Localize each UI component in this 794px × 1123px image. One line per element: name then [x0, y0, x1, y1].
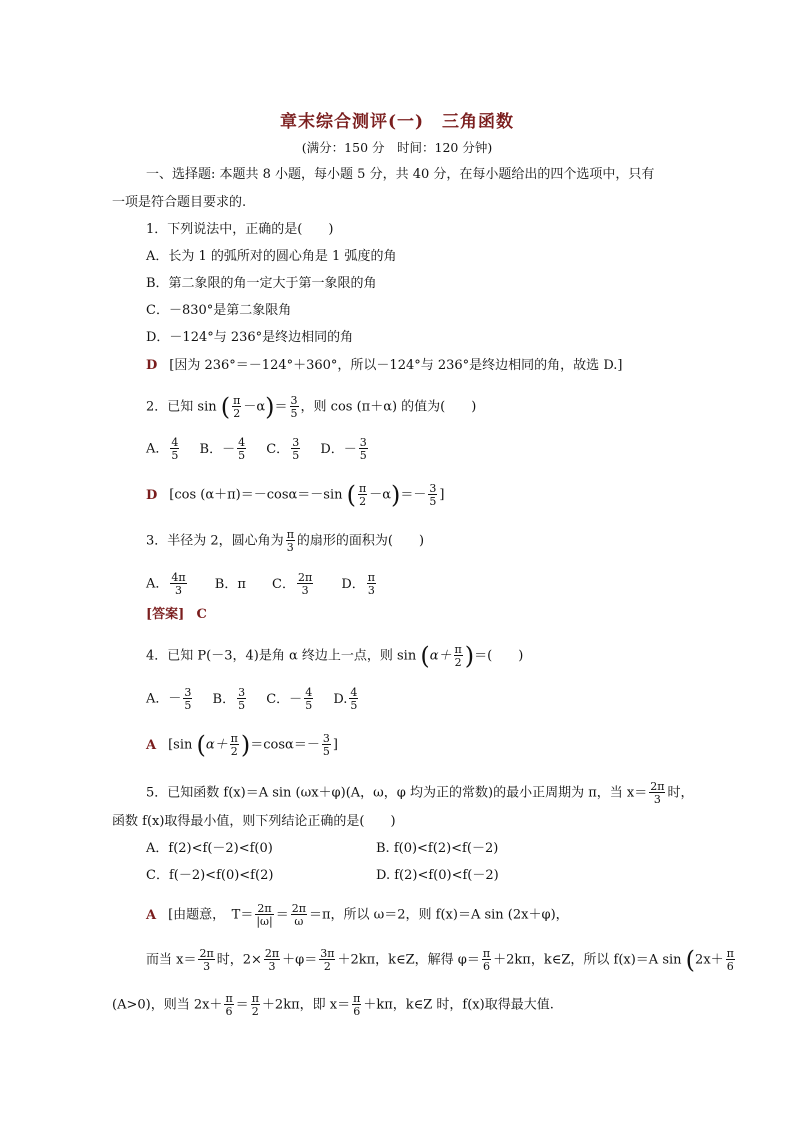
q2-stem: 2．已知 sin ( $\frac{\pi}{2}$ －α)＝ $\frac{3}{5}$ ，则 cos (π＋α) 的值为( ): [146, 393, 477, 421]
q3-options: A． $\frac{4\pi}{3}$ B．π C． $\frac{2\pi}{3}$ D． $\frac{\pi}{3}$: [146, 571, 376, 597]
q5-option-a: A．f(2)<f(－2)<f(0): [146, 841, 273, 856]
q5-option-d: D. f(2)<f(0)<f(－2): [376, 868, 499, 883]
fraction-denominator: 5: [305, 699, 313, 712]
fraction-numerator: π: [482, 947, 491, 960]
fraction-denominator: 6: [726, 960, 734, 973]
q5-answer: A: [146, 907, 157, 923]
q4-stem: 4．已知 P(－3，4)是角 α 终边上一点，则 sin (α＋ $\frac{\pi}{2}$ )＝( ): [146, 642, 524, 670]
fraction-numerator: 4: [305, 686, 313, 699]
fraction-numerator: π: [251, 992, 259, 1005]
fraction-denominator: ω: [291, 914, 307, 927]
page-title: 章末综合测评(一) 三角函数: [279, 112, 515, 132]
q5-explain-2: 而当 x＝ $\frac{2\pi}{3}$ 时，2× $\frac{2\pi}{3}$ ＋φ＝ $\frac{3\pi}{2}$ ＋2kπ，k∈Z，解得 φ＝ $\frac{\pi}{6}$ ＋2kπ，k∈Z，所以 f(x)＝A sin (2x＋ $\frac{\pi}{6}$: [146, 946, 734, 974]
fraction-denominator: 2: [251, 1005, 259, 1018]
fraction-numerator: 3: [184, 686, 192, 699]
fraction-denominator: 2: [233, 407, 241, 420]
fraction-denominator: 5: [290, 407, 298, 420]
paren-left: (: [220, 393, 231, 421]
q3-answer: C: [196, 607, 207, 622]
fraction-numerator: 2π: [257, 902, 272, 915]
fraction-denominator: 3: [286, 541, 294, 554]
q2-options: A． $\frac{4}{5}$ B．－ $\frac{4}{5}$ C． $\frac{3}{5}$ D．－ $\frac{3}{5}$: [146, 436, 367, 462]
q1-option-c: C．－830°是第二象限角: [146, 303, 292, 318]
fraction-denominator: 3: [367, 584, 375, 597]
q2-answer: D: [146, 487, 158, 503]
fraction-numerator: π: [230, 732, 238, 745]
fraction-numerator: π: [353, 992, 361, 1005]
q5-option-c: C．f(－2)<f(0)<f(2): [146, 868, 274, 883]
paren-right: ): [265, 393, 275, 421]
fraction-denominator: 6: [353, 1005, 361, 1018]
section-intro-2: 一项是符合题目要求的.: [112, 195, 247, 210]
fraction-numerator: π: [225, 992, 233, 1005]
frac-3-5: [290, 395, 299, 419]
fraction-numerator: 2π: [264, 947, 280, 960]
q3-stem: 3．半径为 2，圆心角为 $\frac{\pi}{3}$ 的扇形的面积为( ): [146, 528, 425, 554]
q1-option-a: A．长为 1 的弧所对的圆心角是 1 弧度的角: [146, 249, 397, 264]
q1-option-d: D．－124°与 236°是终边相同的角: [146, 330, 354, 345]
fraction-denominator: 3: [198, 959, 214, 972]
fraction-denominator: 5: [359, 449, 367, 462]
fraction-denominator: 3: [297, 583, 313, 596]
fraction-denominator: 5: [292, 449, 300, 462]
fraction-denominator: |ω|: [256, 915, 273, 928]
fraction-denominator: 2: [319, 959, 335, 972]
fraction-denominator: 2: [230, 745, 238, 758]
minus-alpha: －α: [243, 399, 266, 415]
q2-answer-line: D [cos (α＋π)＝－cosα＝－sin ( $\frac{\pi}{2}$ －α)＝－ $\frac{3}{5}$ ]: [146, 481, 445, 509]
fraction-denominator: 5: [429, 495, 437, 508]
frac-pi-2: [232, 395, 241, 419]
fraction-numerator: π: [454, 643, 462, 656]
q1-explain: [因为 236°＝－124°＋360°，所以－124°与 236°是终边相同的角，故选 D.]: [169, 358, 623, 373]
fraction-denominator: 6: [225, 1005, 233, 1018]
q5-explain-3: (A>0)，则当 2x＋ $\frac{\pi}{6}$ ＝ $\frac{\pi}{2}$ ＋2kπ，即 x＝ $\frac{\pi}{6}$ ＋kπ，k∈Z 时，f(x)取得最大值.: [112, 992, 554, 1018]
q1-answer: D: [146, 358, 158, 373]
fraction-numerator: 2π: [297, 571, 313, 584]
fraction-denominator: 2: [359, 495, 367, 508]
q5-option-b: B. f(0)<f(2)<f(－2): [376, 841, 499, 856]
q4-answer-line: A [sin (α＋ $\frac{\pi}{2}$ )＝cosα＝－ $\frac{3}{5}$ ]: [146, 731, 338, 759]
fraction-numerator: 2π: [291, 902, 306, 915]
fraction-numerator: π: [726, 947, 734, 960]
fraction-numerator: 3: [238, 686, 246, 699]
fraction-denominator: 3: [649, 792, 665, 805]
q4-answer: A: [146, 737, 157, 753]
fraction-numerator: 3: [429, 482, 437, 495]
frac-4-5: [170, 437, 179, 461]
q1-stem: 1．下列说法中，正确的是( ): [146, 222, 334, 237]
fraction-denominator: 5: [322, 745, 330, 758]
fraction-numerator: 3: [359, 436, 367, 449]
fraction-denominator: 5: [184, 699, 192, 712]
page-subtitle: (满分：150 分 时间：120 分钟): [301, 140, 493, 155]
fraction-denominator: 5: [171, 449, 179, 462]
fraction-numerator: 4: [171, 436, 179, 449]
fraction-denominator: 5: [238, 699, 246, 712]
fraction-numerator: 3: [292, 436, 300, 449]
fraction-numerator: π: [367, 571, 376, 584]
q2-stem-pre: 2．已知 sin: [146, 399, 217, 415]
fraction-denominator: 6: [483, 960, 491, 973]
fraction-numerator: 3: [290, 394, 298, 407]
q5-stem-2: 函数 f(x)取得最小值，则下列结论正确的是( ): [112, 814, 396, 829]
fraction-denominator: 5: [350, 699, 358, 712]
fraction-denominator: 3: [170, 583, 186, 596]
fraction-denominator: 3: [264, 959, 280, 972]
q4-options: A．－ $\frac{3}{5}$ B． $\frac{3}{5}$ C．－ $\frac{4}{5}$ D. $\frac{4}{5}$: [146, 686, 358, 712]
q1-answer-line: [146, 358, 622, 374]
q5-stem-1: 5．已知函数 f(x)＝A sin (ωx＋φ)(A，ω，φ 均为正的常数)的最小正周期为 π，当 x＝ $\frac{2\pi}{3}$ 时，: [146, 780, 694, 806]
fraction-numerator: π: [233, 394, 241, 407]
fraction-numerator: 4π: [171, 571, 186, 584]
section-intro-1: 一、选择题: 本题共 8 小题，每小题 5 分，共 40 分，在每小题给出的四个选项中，只有: [146, 167, 655, 182]
fraction-numerator: 3: [322, 732, 330, 745]
fraction-numerator: 3π: [320, 947, 335, 960]
fraction-denominator: 5: [238, 449, 246, 462]
fraction-numerator: π: [359, 482, 367, 495]
fraction-numerator: π: [286, 528, 294, 541]
q5-explain-1: A [由题意， T＝ $\frac{2\pi}{|\omega|}$ ＝ $\frac{2\pi}{\omega}$ ＝π，所以 ω＝2，则 f(x)＝A sin (2x＋φ)，: [146, 902, 569, 928]
q2-stem-mid: ，则 cos (π＋α) 的值为( ): [300, 399, 477, 415]
fraction-numerator: 4: [350, 686, 358, 699]
fraction-denominator: 2: [454, 656, 462, 669]
fraction-numerator: 4: [238, 436, 246, 449]
q3-answer-line: [答案] C: [146, 607, 207, 622]
fraction-numerator: 2π: [650, 780, 665, 793]
fraction-numerator: 2π: [199, 947, 214, 960]
q1-option-b: B．第二象限的角一定大于第一象限的角: [146, 276, 377, 291]
